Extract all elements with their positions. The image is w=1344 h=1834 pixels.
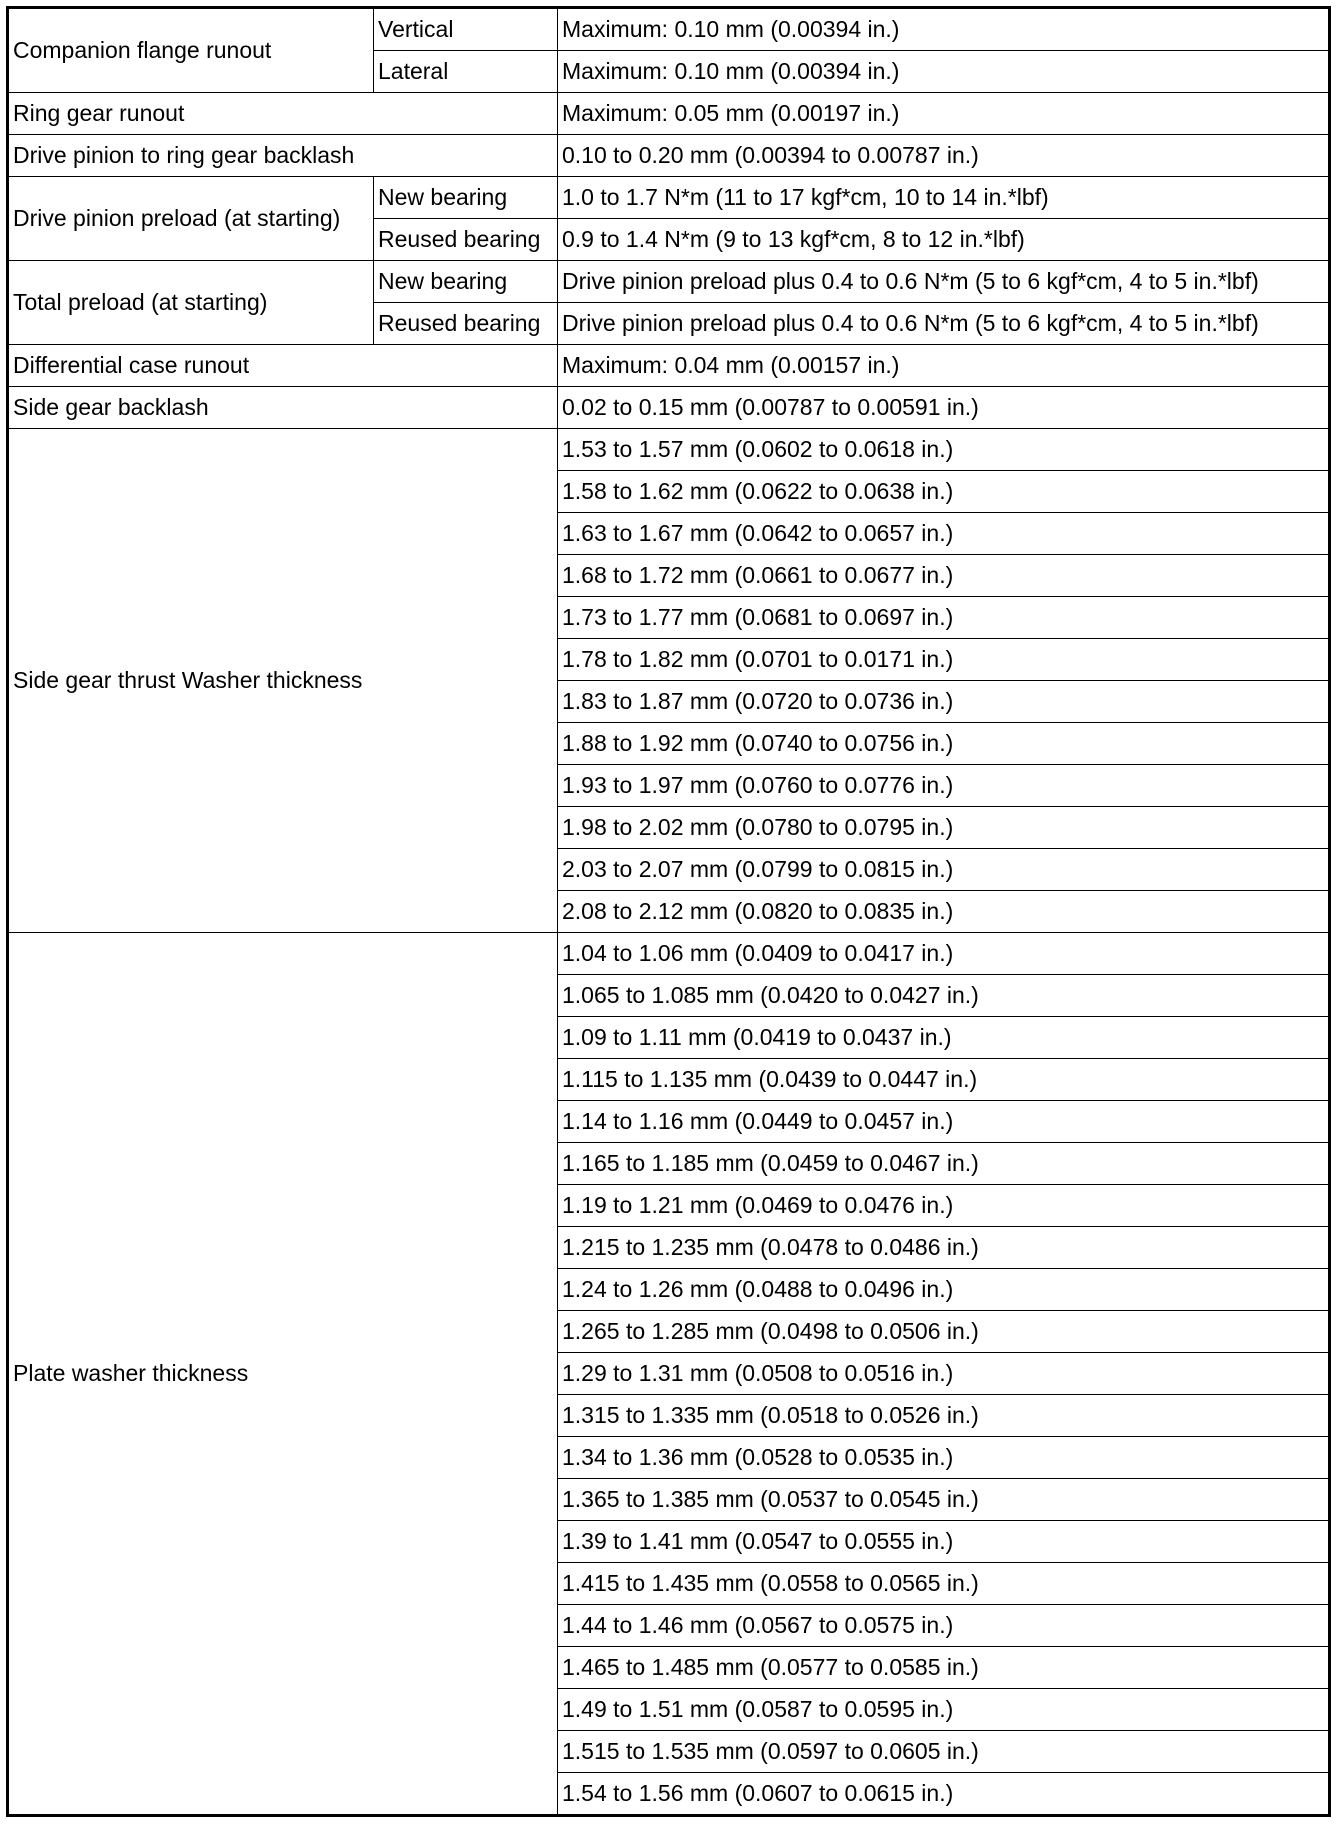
plate-washer-value: 1.44 to 1.46 mm (0.0567 to 0.0575 in.) [558, 1605, 1330, 1647]
table-row [8, 429, 1330, 471]
table-row [8, 8, 1330, 51]
thrust-washer-value: 1.58 to 1.62 mm (0.0622 to 0.0638 in.) [558, 471, 1330, 513]
lateral-value: Maximum: 0.10 mm (0.00394 in.) [558, 51, 1330, 93]
total-preload-label: Total preload (at starting) [8, 261, 374, 345]
lateral-label: Lateral [374, 51, 558, 93]
plate-washer-value: 1.34 to 1.36 mm (0.0528 to 0.0535 in.) [558, 1437, 1330, 1479]
plate-washer-value: 1.065 to 1.085 mm (0.0420 to 0.0427 in.) [558, 975, 1330, 1017]
thrust-washer-value: 1.93 to 1.97 mm (0.0760 to 0.0776 in.) [558, 765, 1330, 807]
table-row [8, 933, 1330, 975]
thrust-washer-value: 1.98 to 2.02 mm (0.0780 to 0.0795 in.) [558, 807, 1330, 849]
plate-washer-value: 1.19 to 1.21 mm (0.0469 to 0.0476 in.) [558, 1185, 1330, 1227]
plate-washer-value: 1.24 to 1.26 mm (0.0488 to 0.0496 in.) [558, 1269, 1330, 1311]
drive-pinion-preload-label: Drive pinion preload (at starting) [8, 177, 374, 261]
specification-table [6, 6, 1331, 1817]
thrust-washer-value: 1.88 to 1.92 mm (0.0740 to 0.0756 in.) [558, 723, 1330, 765]
thrust-washer-value: 2.03 to 2.07 mm (0.0799 to 0.0815 in.) [558, 849, 1330, 891]
side-gear-backlash-label: Side gear backlash [8, 387, 558, 429]
side-gear-backlash-value: 0.02 to 0.15 mm (0.00787 to 0.00591 in.) [558, 387, 1330, 429]
reused-bearing-value: Drive pinion preload plus 0.4 to 0.6 N*m (5 to 6 kgf*cm, 4 to 5 in.*lbf) [558, 303, 1330, 345]
vertical-value: Maximum: 0.10 mm (0.00394 in.) [558, 8, 1330, 51]
new-bearing-label: New bearing [374, 177, 558, 219]
differential-case-runout-value: Maximum: 0.04 mm (0.00157 in.) [558, 345, 1330, 387]
ring-gear-runout-value: Maximum: 0.05 mm (0.00197 in.) [558, 93, 1330, 135]
plate-washer-value: 1.165 to 1.185 mm (0.0459 to 0.0467 in.) [558, 1143, 1330, 1185]
companion-flange-runout-label: Companion flange runout [8, 8, 374, 93]
new-bearing-value: 1.0 to 1.7 N*m (11 to 17 kgf*cm, 10 to 14 in.*lbf) [558, 177, 1330, 219]
plate-washer-value: 1.265 to 1.285 mm (0.0498 to 0.0506 in.) [558, 1311, 1330, 1353]
plate-washer-value: 1.415 to 1.435 mm (0.0558 to 0.0565 in.) [558, 1563, 1330, 1605]
thrust-washer-value: 1.73 to 1.77 mm (0.0681 to 0.0697 in.) [558, 597, 1330, 639]
vertical-label: Vertical [374, 8, 558, 51]
thrust-washer-value: 1.53 to 1.57 mm (0.0602 to 0.0618 in.) [558, 429, 1330, 471]
table-row [8, 261, 1330, 303]
plate-washer-value: 1.14 to 1.16 mm (0.0449 to 0.0457 in.) [558, 1101, 1330, 1143]
plate-washer-value: 1.54 to 1.56 mm (0.0607 to 0.0615 in.) [558, 1773, 1330, 1816]
table-row [8, 135, 1330, 177]
thrust-washer-value: 1.83 to 1.87 mm (0.0720 to 0.0736 in.) [558, 681, 1330, 723]
plate-washer-value: 1.09 to 1.11 mm (0.0419 to 0.0437 in.) [558, 1017, 1330, 1059]
differential-case-runout-label: Differential case runout [8, 345, 558, 387]
plate-washer-value: 1.39 to 1.41 mm (0.0547 to 0.0555 in.) [558, 1521, 1330, 1563]
specification-table-body [8, 8, 1330, 1816]
ring-gear-runout-label: Ring gear runout [8, 93, 558, 135]
thrust-washer-value: 2.08 to 2.12 mm (0.0820 to 0.0835 in.) [558, 891, 1330, 933]
backlash-value: 0.10 to 0.20 mm (0.00394 to 0.00787 in.) [558, 135, 1330, 177]
plate-washer-value: 1.29 to 1.31 mm (0.0508 to 0.0516 in.) [558, 1353, 1330, 1395]
plate-washer-value: 1.365 to 1.385 mm (0.0537 to 0.0545 in.) [558, 1479, 1330, 1521]
plate-washer-value: 1.315 to 1.335 mm (0.0518 to 0.0526 in.) [558, 1395, 1330, 1437]
plate-washer-value: 1.115 to 1.135 mm (0.0439 to 0.0447 in.) [558, 1059, 1330, 1101]
reused-bearing-label: Reused bearing [374, 303, 558, 345]
plate-washer-label: Plate washer thickness [8, 933, 558, 1816]
backlash-label: Drive pinion to ring gear backlash [8, 135, 558, 177]
table-row [8, 93, 1330, 135]
thrust-washer-value: 1.78 to 1.82 mm (0.0701 to 0.0171 in.) [558, 639, 1330, 681]
table-row [8, 387, 1330, 429]
table-row [8, 177, 1330, 219]
table-row [8, 345, 1330, 387]
plate-washer-value: 1.215 to 1.235 mm (0.0478 to 0.0486 in.) [558, 1227, 1330, 1269]
new-bearing-value: Drive pinion preload plus 0.4 to 0.6 N*m (5 to 6 kgf*cm, 4 to 5 in.*lbf) [558, 261, 1330, 303]
plate-washer-value: 1.465 to 1.485 mm (0.0577 to 0.0585 in.) [558, 1647, 1330, 1689]
thrust-washer-value: 1.68 to 1.72 mm (0.0661 to 0.0677 in.) [558, 555, 1330, 597]
reused-bearing-value: 0.9 to 1.4 N*m (9 to 13 kgf*cm, 8 to 12 in.*lbf) [558, 219, 1330, 261]
plate-washer-value: 1.49 to 1.51 mm (0.0587 to 0.0595 in.) [558, 1689, 1330, 1731]
plate-washer-value: 1.515 to 1.535 mm (0.0597 to 0.0605 in.) [558, 1731, 1330, 1773]
new-bearing-label: New bearing [374, 261, 558, 303]
side-gear-thrust-washer-label: Side gear thrust Washer thickness [8, 429, 558, 933]
thrust-washer-value: 1.63 to 1.67 mm (0.0642 to 0.0657 in.) [558, 513, 1330, 555]
reused-bearing-label: Reused bearing [374, 219, 558, 261]
plate-washer-value: 1.04 to 1.06 mm (0.0409 to 0.0417 in.) [558, 933, 1330, 975]
